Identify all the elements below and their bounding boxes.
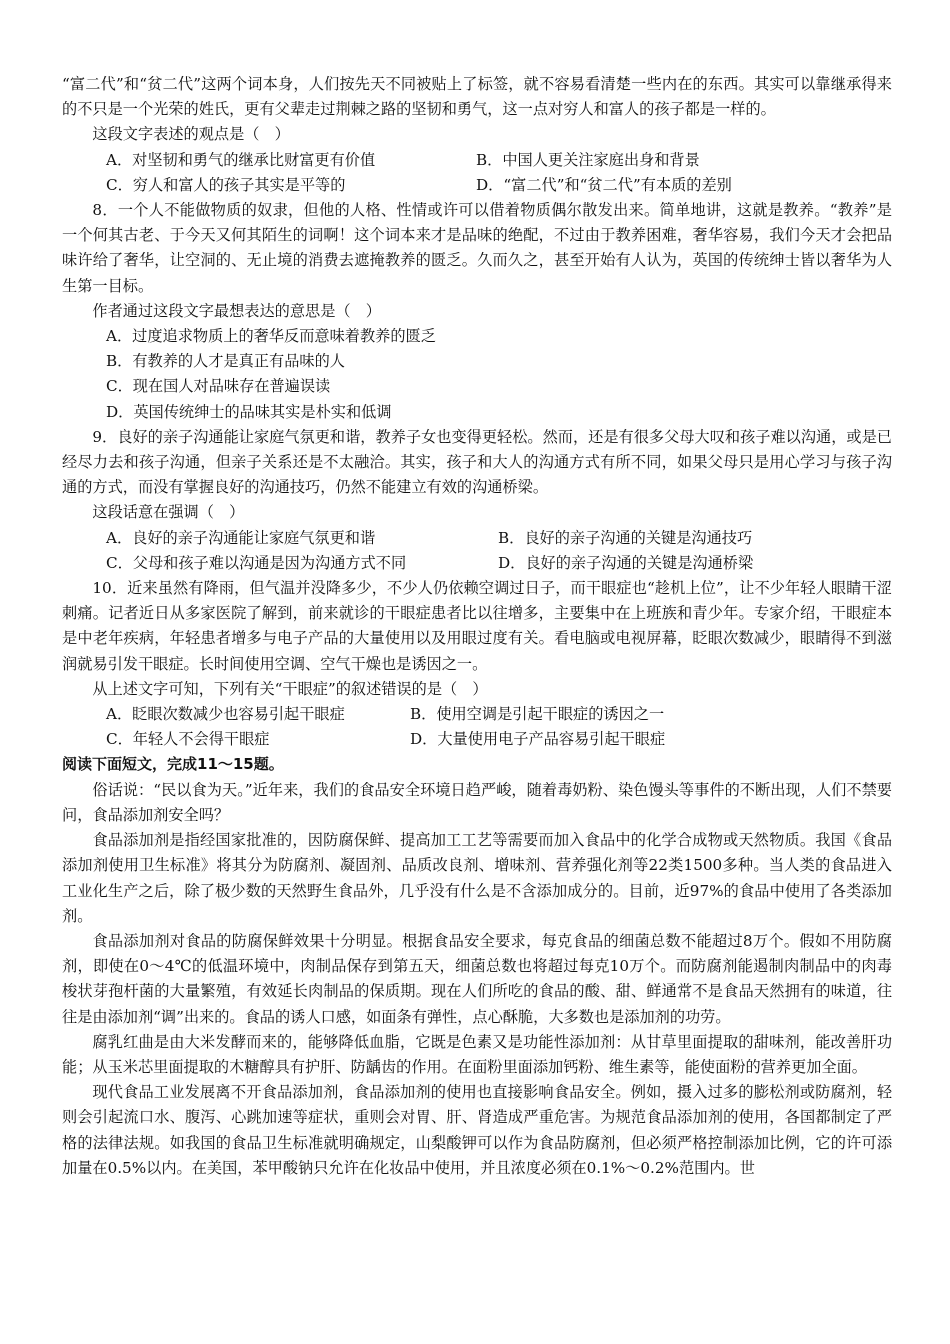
q10-option-b: B．使用空调是引起干眼症的诱因之一 xyxy=(410,705,665,724)
q8-option-a: A．过度追求物质上的奢华反而意味着教养的匮乏 xyxy=(106,327,436,346)
q10-option-d: D．大量使用电子产品容易引起干眼症 xyxy=(410,730,666,749)
article-paragraph: 现代食品工业发展离不开食品添加剂，食品添加剂的使用也直接影响食品安全。例如，摄入过多的膨松剂或防腐剂，轻则会引起流口水、腹泻、心跳加速等症状，重则会对胃、肝、肾造成严重危害。为规范食品添加剂的使用，各国都制定了严格的法律法规。如我国的食品卫生标准就明确规定，山梨酸钾可以作为食品防腐剂，但必须严格控制添加比例，它的许可添加量在0.5%以内。在美国，苯甲酸钠只允许在化妆品中使用，并且浓度必须在0.1%～0.2%范围内。世 xyxy=(62,1083,892,1177)
q7-option-c: C．穷人和富人的孩子其实是平等的 xyxy=(106,175,346,194)
q10-options-row-1 xyxy=(62,702,892,727)
article-paragraph: 食品添加剂是指经国家批准的，因防腐保鲜、提高加工工艺等需要而加入食品中的化学合成物或天然物质。我国《食品添加剂使用卫生标准》将其分为防腐剂、凝固剂、品质改良剂、增味剂、营养强化剂等22类1500多种。当人类的食品进入工业化生产之后，除了极少数的天然野生食品外，几乎没有什么是不含添加成分的。目前，近97%的食品中使用了各类添加剂。 xyxy=(62,831,892,925)
q10-option-c: C．年轻人不会得干眼症 xyxy=(106,730,270,749)
q9-option-b: B．良好的亲子沟通的关键是沟通技巧 xyxy=(498,528,753,547)
q9-option-c: C．父母和孩子难以沟通是因为沟通方式不同 xyxy=(106,553,407,572)
q9-stem: 这段话意在强调（ ） xyxy=(92,503,245,522)
q7-option-d: D．“富二代”和“贫二代”有本质的差别 xyxy=(476,175,732,194)
article-paragraph: 腐乳红曲是由大米发酵而来的，能够降低血脂，它既是色素又是功能性添加剂：从甘草里面提取的甜味剂，能改善肝功能；从玉米芯里面提取的木糖醇具有护肝、防龋齿的作用。在面粉里面添加钙粉、维生素等，能使面粉的营养更加全面。 xyxy=(62,1032,892,1076)
q8-stem: 作者通过这段文字最想表达的意思是（ ） xyxy=(92,301,381,320)
q8-option-b: B．有教养的人才是真正有品味的人 xyxy=(106,352,345,371)
q9-options-row-1 xyxy=(62,526,892,551)
article-paragraph: 食品添加剂对食品的防腐保鲜效果十分明显。根据食品安全要求，每克食品的细菌总数不能超过8万个。假如不用防腐剂，即使在0～4℃的低温环境中，肉制品保存到第五天，细菌总数也将超过每克10万个。而防腐剂能遏制肉制品中的肉毒梭状芽孢杆菌的大量繁殖，有效延长肉制品的保质期。现在人们所吃的食品的酸、甜、鲜通常不是食品天然拥有的味道，往往是由添加剂“调”出来的。食品的诱人口感，如面条有弹性，点心酥脆，大多数也是添加剂的功劳。 xyxy=(62,931,892,1026)
passage-q7: “富二代”和“贫二代”这两个词本身，人们按先天不同被贴上了标签，就不容易看清楚一些内在的东西。其实可以靠继承得来的不只是一个光荣的姓氏，更有父辈走过荆棘之路的坚韧和勇气，这一点对穷人和富人的孩子都是一样的。 xyxy=(62,75,892,119)
passage-q8: 8．一个人不能做物质的奴隶，但他的人格、性情或许可以借着物质偶尔散发出来。简单地讲，这就是教养。“教养”是一个何其古老、于今天又何其陌生的词啊！这个词本来才是品味的绝配，不过由于教养困难，奢华容易，我们今天才会把品味许给了奢华，让空洞的、无止境的消费去遮掩教养的匮乏。久而久之，甚至开始有人认为，英国的传统绅士皆以奢华为人生第一目标。 xyxy=(62,201,892,295)
section-heading: 阅读下面短文，完成11～15题。 xyxy=(62,755,284,774)
q7-options-row-2 xyxy=(62,173,892,198)
q10-options-row-2 xyxy=(62,727,892,752)
q7-stem: 这段文字表述的观点是（ ） xyxy=(92,125,290,144)
passage-q9: 9．良好的亲子沟通能让家庭气氛更和谐，教养子女也变得更轻松。然而，还是有很多父母大叹和孩子难以沟通，或是已经尽力去和孩子沟通，但亲子关系还是不太融洽。其实，孩子和大人的沟通方式有所不同，如果父母只是用心学习与孩子沟通的方式，而没有掌握良好的沟通技巧，仍然不能建立有效的沟通桥梁。 xyxy=(62,427,892,497)
article-paragraph: 俗话说：“民以食为天。”近年来，我们的食品安全环境日趋严峻，随着毒奶粉、染色馒头等事件的不断出现，人们不禁要问，食品添加剂安全吗？ xyxy=(62,780,892,824)
q7-options-row-1 xyxy=(62,148,892,173)
document-page xyxy=(62,72,892,1181)
q9-option-d: D．良好的亲子沟通的关键是沟通桥梁 xyxy=(498,553,754,572)
q7-option-b: B．中国人更关注家庭出身和背景 xyxy=(476,150,700,169)
q9-option-a: A．良好的亲子沟通能让家庭气氛更和谐 xyxy=(106,528,376,547)
q8-option-c: C．现在国人对品味存在普遍误读 xyxy=(106,377,331,396)
q9-options-row-2 xyxy=(62,551,892,576)
q10-stem: 从上述文字可知，下列有关“干眼症”的叙述错误的是（ ） xyxy=(92,679,488,698)
q10-option-a: A．眨眼次数减少也容易引起干眼症 xyxy=(106,705,345,724)
passage-q10: 10．近来虽然有降雨，但气温并没降多少，不少人仍依赖空调过日子，而干眼症也“趁机上位”，让不少年轻人眼睛干涩刺痛。记者近日从多家医院了解到，前来就诊的干眼症患者比以往增多，主要集中在上班族和青少年。专家介绍，干眼症本是中老年疾病，年轻患者增多与电子产品的大量使用以及用眼过度有关。看电脑或电视屏幕，眨眼次数减少，眼睛得不到滋润就易引发干眼症。长时间使用空调、空气干燥也是诱因之一。 xyxy=(62,579,892,673)
q8-option-d: D．英国传统绅士的品味其实是朴实和低调 xyxy=(106,402,392,421)
q7-option-a: A．对坚韧和勇气的继承比财富更有价值 xyxy=(106,150,376,169)
